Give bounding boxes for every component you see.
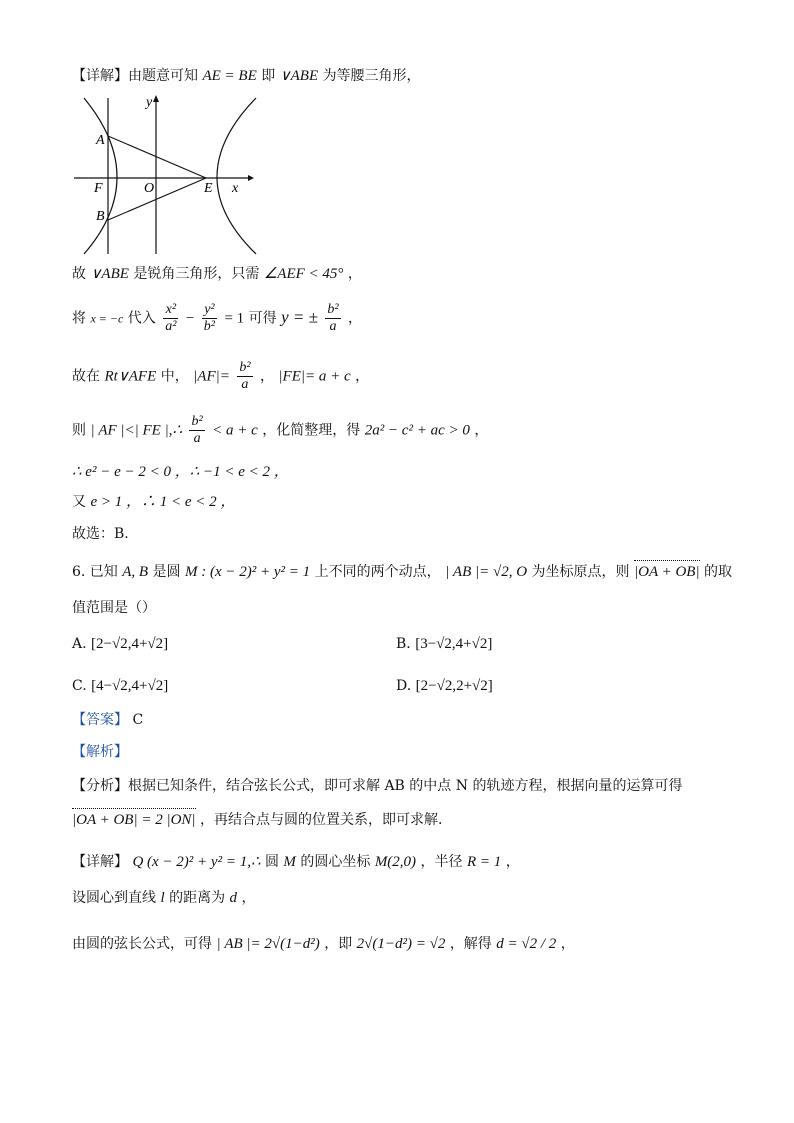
text: 故 — [72, 266, 86, 282]
math: |AF|= — [193, 368, 230, 385]
text: ， — [474, 422, 489, 439]
option-d[interactable] — [396, 676, 493, 696]
text: ， — [241, 890, 256, 906]
text: 为坐标原点，则 — [531, 564, 630, 580]
option-b[interactable] — [396, 634, 492, 654]
option-label: D. — [396, 678, 412, 694]
detail-6-line-2 — [72, 888, 255, 908]
math: ∨ABE — [90, 266, 129, 282]
text: 上不同的两个动点， — [314, 564, 441, 580]
math: ∨ABE — [279, 68, 319, 84]
detail-line-3: 将 x = −c 代入 $\frac{\text{x²}}{\text{a²}}$ − $\frac{\text{y²}}{\text{b²}}$ = 1 可得 y = ± $\frac{\text{b²}}{a}$ ， — [72, 302, 363, 334]
option-c[interactable] — [72, 676, 168, 696]
math: 2a² − c² + ac > 0 — [364, 422, 470, 439]
text: 是圆 — [152, 564, 181, 580]
math: |FE|= a + c — [278, 368, 351, 385]
math: 2√(1−d²) = √2 — [356, 936, 446, 952]
detail-line-7 — [72, 492, 235, 512]
math: | AF |<| FE |,∴ — [90, 422, 183, 439]
option-value: [4−√2,4+√2] — [91, 678, 169, 694]
text: ，即 — [324, 936, 353, 952]
analysis-line-1: 【分析】根据已知条件，结合弦长公式，即可求解 AB 的中点 N 的轨迹方程，根据向量的运算可得 — [72, 778, 683, 794]
math: M : (x − 2)² + y² = 1 — [185, 564, 311, 580]
label-x: x — [232, 181, 239, 196]
math: = 1 — [224, 310, 245, 327]
math: R = 1 — [466, 854, 502, 870]
text: ， — [355, 368, 370, 385]
detail-line-1 — [72, 66, 421, 86]
text: 为等腰三角形， — [322, 68, 421, 84]
math: ∠AEF < 45° — [263, 266, 344, 282]
right-branch — [217, 98, 256, 254]
option-label: C. — [72, 678, 87, 694]
label-a: A — [96, 133, 105, 148]
text: 即 — [261, 68, 276, 84]
text: 【详解】由题意可知 — [72, 68, 198, 84]
text: 的取 — [704, 564, 733, 580]
detail-line-4 — [72, 360, 369, 393]
analysis-line-2 — [72, 810, 442, 830]
math: | AB |= √2, O — [445, 564, 528, 580]
text: 圆 — [264, 854, 279, 870]
label-f: F — [94, 181, 103, 196]
fraction-y2-b2: $\frac{\text{y²}}{\text{b²}}$ — [203, 302, 215, 334]
math: y = ± — [281, 307, 318, 327]
detail-line-6: ∴ e² − e − 2 < 0 ，∴ −1 < e < 2 ， — [72, 464, 289, 480]
math: Q (x − 2)² + y² = 1,∴ — [132, 854, 261, 870]
text: 代入 — [127, 310, 156, 327]
math: | AB |= 2√(1−d²) — [216, 936, 320, 952]
detail-line-5 — [72, 414, 488, 447]
analysis-tag: 【解析】 — [72, 744, 128, 760]
question-6-line-2: 值范围是（） — [72, 600, 156, 616]
text: ，再结合点与圆的位置关系，即可求解. — [200, 812, 443, 828]
fraction-b2-a: $\frac{\text{b²}}{a}$ — [239, 360, 251, 392]
label-o: O — [144, 181, 155, 196]
math: Rt∨AFE — [104, 368, 157, 385]
math: A, B — [122, 564, 149, 580]
text: 设圆心到直线 — [72, 890, 156, 906]
label-e: E — [204, 181, 213, 196]
text: 6. 已知 — [72, 564, 118, 580]
option-value: [2−√2,2+√2] — [415, 678, 493, 694]
text: 是锐角三角形，只需 — [133, 266, 260, 282]
math: l — [160, 890, 165, 906]
hyperbola-diagram — [70, 92, 260, 258]
option-value: [3−√2,4+√2] — [415, 636, 493, 652]
fraction-b2-a: $\frac{\text{b²}}{a}$ — [327, 302, 339, 334]
math: d — [229, 890, 238, 906]
label-y: y — [146, 95, 153, 110]
text: 将 — [72, 310, 86, 327]
text: 则 — [72, 422, 86, 439]
option-a[interactable] — [72, 634, 168, 654]
question-6-line-1 — [72, 562, 732, 582]
text: ， — [348, 310, 363, 327]
text: 的圆心坐标 — [300, 854, 371, 870]
left-branch — [84, 98, 117, 254]
fraction-x2-a2: $\frac{\text{x²}}{\text{a²}}$ — [165, 302, 177, 334]
answer-tag: 【答案】 — [72, 712, 128, 728]
math: e > 1 ，∴ 1 < e < 2 ， — [90, 494, 236, 510]
text: ， — [259, 368, 274, 385]
text: 的距离为 — [169, 890, 226, 906]
text: ， — [560, 936, 575, 952]
text: 中， — [160, 368, 189, 385]
text: 【详解】 — [72, 854, 128, 870]
text: 又 — [72, 494, 86, 510]
text: ， — [505, 854, 520, 870]
text: 故在 — [72, 368, 100, 385]
math: M — [283, 854, 296, 870]
segment-ae — [108, 136, 206, 178]
segment-be — [108, 178, 206, 220]
math: < a + c — [212, 422, 258, 439]
math: d = √2 / 2 — [496, 936, 557, 952]
fraction-b2-a: $\frac{\text{b²}}{a}$ — [191, 414, 203, 446]
detail-6-line-1 — [72, 852, 520, 872]
text: ，解得 — [449, 936, 492, 952]
label-b: B — [96, 209, 105, 224]
option-label: B. — [396, 636, 411, 652]
text: ，半径 — [420, 854, 463, 870]
answer-value: C — [132, 712, 144, 728]
text: 由圆的弦长公式，可得 — [72, 936, 212, 952]
x-axis-arrow — [248, 175, 254, 181]
text: 可得 — [248, 310, 277, 327]
option-value: [2−√2,4+√2] — [91, 636, 169, 652]
option-label: A. — [72, 636, 87, 652]
math: M(2,0) — [374, 854, 417, 870]
vector-sum: |OA + OB| — [633, 564, 700, 580]
math: x = −c — [90, 311, 124, 326]
vector-equation: |OA + OB| = 2 |ON| — [72, 812, 196, 828]
detail-6-line-3 — [72, 934, 575, 954]
detail-line-2 — [72, 264, 362, 284]
detail-line-8: 故选：B. — [72, 526, 129, 542]
text: ，化简整理，得 — [262, 422, 361, 439]
math: AE = BE — [202, 68, 257, 84]
text: ， — [347, 266, 362, 282]
y-axis-arrow — [153, 95, 159, 102]
answer-line — [72, 710, 143, 730]
